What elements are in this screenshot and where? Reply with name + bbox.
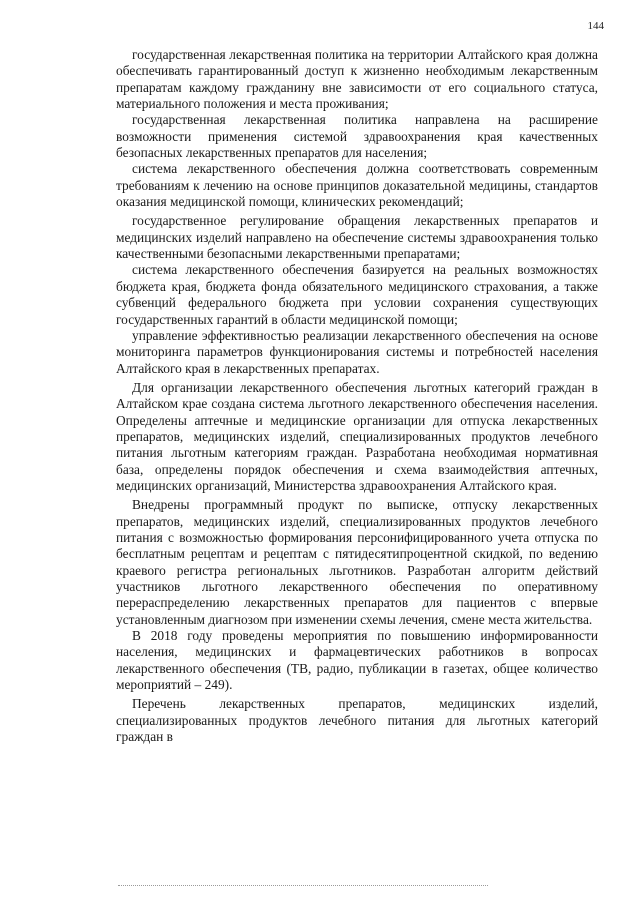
paragraph-9: В 2018 году проведены мероприятия по повышению информированности населения, медицинских и фармацевтических работников в вопросах лекарственного обеспечения (ТВ, радио, публикации в газетах, общее количество мероприятий – 249).	[116, 628, 598, 693]
paragraph-7: Для организации лекарственного обеспечения льготных категорий граждан в Алтайском крае создана система льготного лекарственного обеспечения населения. Определены аптечные и медицинские организации для отпуска лекарственных препаратов, медицинских изделий, специализированных продуктов лечебного питания льготным категориям граждан. Разработана необходимая нормативная база, определены порядок обеспечения и схема взаимодействия аптечных, медицинских организаций, Министерства здравоохранения Алтайского края.	[116, 379, 598, 493]
paragraph-5: система лекарственного обеспечения базируется на реальных возможностях бюджета края, бюджета фонда обязательного медицинского страхования, а также субвенций федерального бюджета при условии сохранения существующих государственных гарантий в области медицинской помощи;	[116, 262, 598, 327]
paragraph-6: управление эффективностью реализации лекарственного обеспечения на основе мониторинга параметров функционирования системы и потребностей населения Алтайского края в лекарственных препаратах.	[116, 327, 598, 376]
paragraph-8: Внедрены программный продукт по выписке, отпуску лекарственных препаратов, медицинских изделий, специализированных продуктов лечебного питания с возможностью формирования персонифицированного учета отпуска по бесплатным рецептам и рецептам с пятидесятипроцентной скидкой, по ведению краевого регистра региональных льготников. Разработан алгоритм действий участников льготного лекарственного обеспечения по оперативному перераспределению лекарственных препаратов для пациентов с впервые установленным диагнозом при изменении схемы лечения, смене места жительства.	[116, 497, 598, 627]
paragraph-10: Перечень лекарственных препаратов, медицинских изделий, специализированных продуктов лечебного питания для льготных категорий граждан в	[116, 696, 598, 745]
paragraph-4: государственное регулирование обращения лекарственных препаратов и медицинских изделий направлено на обеспечение системы здравоохранения только качественными безопасными лекарственными препаратами;	[116, 213, 598, 262]
paragraph-3: система лекарственного обеспечения должна соответствовать современным требованиям к лечению на основе принципов доказательной медицины, стандартов оказания медицинской помощи, клинических рекомендаций;	[116, 161, 598, 210]
paragraph-1: государственная лекарственная политика на территории Алтайского края должна обеспечивать гарантированный доступ к жизненно необходимым лекарственным препаратам каждому гражданину вне зависимости от его социального статуса, материального положения и места проживания;	[116, 47, 598, 112]
footer-scan-line	[118, 885, 488, 886]
page-number: 144	[587, 20, 604, 32]
paragraph-2: государственная лекарственная политика направлена на расширение возможности применения системой здравоохранения края качественных безопасных лекарственных препаратов для населения;	[116, 112, 598, 161]
body-text	[116, 47, 598, 745]
